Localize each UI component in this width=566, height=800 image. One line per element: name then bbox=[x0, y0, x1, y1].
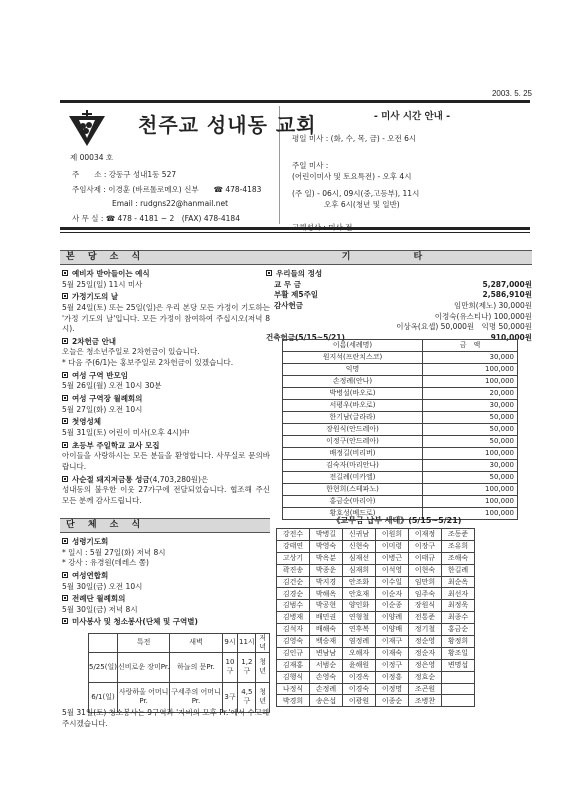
member-name: 변명섭 bbox=[442, 659, 475, 671]
mass-line: 평일 미사 : (화, 수, 목, 금) - 오전 6시 bbox=[292, 133, 417, 143]
member-name: 정은영 bbox=[409, 659, 442, 671]
member-list-row bbox=[277, 683, 475, 695]
church-logo-icon bbox=[65, 108, 109, 150]
email: Email : rudgns22@hanmail.net bbox=[112, 199, 229, 209]
member-name: 최종수 bbox=[442, 612, 475, 624]
mass-line: 주일 미사 : bbox=[292, 160, 329, 170]
donation-row: 원지석(프란치스코) 30,000 bbox=[283, 352, 518, 364]
member-list-row bbox=[277, 612, 475, 624]
member-name: 이경숙 bbox=[343, 683, 376, 695]
member-name: 이장구 bbox=[409, 540, 442, 552]
member-name: 이석영 bbox=[376, 564, 409, 576]
member-name: 윤해원 bbox=[343, 659, 376, 671]
member-name: 배해숙 bbox=[310, 624, 343, 636]
member-name: 조동준 bbox=[442, 529, 475, 541]
donation-row: 전길례(미카엘) 50,000 bbox=[283, 472, 518, 484]
member-name: 정순영 bbox=[409, 636, 442, 648]
office-label: 사 무 실 : bbox=[72, 213, 104, 223]
donation-row: 한현희(스테파노) 100,000 bbox=[283, 484, 518, 496]
member-name: 연형철 bbox=[343, 612, 376, 624]
member-name: 박종운 bbox=[310, 564, 343, 576]
member-name: 오해자 bbox=[343, 647, 376, 659]
mass-title: - 미사 시간 안내 - bbox=[373, 111, 451, 122]
member-name: 송은섭 bbox=[310, 695, 343, 707]
member-name: 곽진송 bbox=[277, 564, 310, 576]
volunteer-footer: 5월 31일(토) 청소봉사는 9구역과 '자비의 모후 Pr.'에서 수고해 주시겠습니다. bbox=[62, 708, 270, 728]
member-list-row bbox=[277, 588, 475, 600]
member-name: 김재홍 bbox=[277, 659, 310, 671]
mass-line: (어린이미사 및 토요특전) - 오후 4시 bbox=[292, 171, 412, 181]
group-item-title: 여성연합회 bbox=[62, 571, 270, 582]
office-phone: ☎ 478 - 4181 ~ 2 (FAX) 478-4184 bbox=[105, 213, 240, 223]
section-others: 기 타 bbox=[262, 250, 532, 265]
member-name: 양인화 bbox=[343, 600, 376, 612]
priest-phone: ☎ 478-4183 bbox=[213, 184, 262, 194]
member-name: 이태규 bbox=[409, 552, 442, 564]
member-name: 연후복 bbox=[343, 624, 376, 636]
news-item-text: 5월 25일(일) 11시 미사 bbox=[62, 279, 143, 289]
member-name: 서범순 bbox=[310, 659, 343, 671]
member-list-row bbox=[277, 695, 475, 707]
member-name: 강태연 bbox=[277, 540, 310, 552]
mass-line: 고해성사 : 미사 전 bbox=[292, 223, 353, 233]
member-name: 안조화 bbox=[343, 576, 376, 588]
member-name: 이재정 bbox=[409, 529, 442, 541]
member-name: 김건순 bbox=[277, 576, 310, 588]
member-name: 박공현 bbox=[310, 600, 343, 612]
mass-line: (주 일) - 06시, 09시(중,고등부), 11시 bbox=[292, 189, 420, 199]
member-name: 박해옥 bbox=[310, 588, 343, 600]
offering-row: 건축헌금(5/15~5/21) 910,000원 bbox=[266, 332, 532, 342]
member-name: 장원식 bbox=[409, 600, 442, 612]
member-name: 김병재 bbox=[277, 612, 310, 624]
news-item-title: 여성 구역 반모임 bbox=[62, 371, 270, 382]
member-name: 심재선 bbox=[343, 552, 376, 564]
offering-row: 이상옥(요셉) 50,000원 익명 50,000원 bbox=[396, 322, 532, 332]
volunteer-header-row: 특전 새벽 9시 11시 저녁 bbox=[89, 634, 270, 653]
member-list-row bbox=[277, 564, 475, 576]
member-name: 이양례 bbox=[376, 612, 409, 624]
donation-table bbox=[282, 339, 518, 520]
member-name: 이재구 bbox=[376, 636, 409, 648]
news-item-text: 오늘은 청소년주일로 2차헌금이 있습니다. * 다음 주(6/1)는 홍보주일로 2차헌금이 있겠습니다. bbox=[62, 347, 234, 368]
group-item-title: 성령기도회 bbox=[62, 537, 270, 548]
member-list-row bbox=[277, 552, 475, 564]
member-name: 최선자 bbox=[442, 588, 475, 600]
mass-line: 오후 6시(청년 및 일반) bbox=[324, 200, 400, 210]
donation-header-row: 이름(세례명) 금 액 bbox=[283, 340, 518, 352]
member-name bbox=[442, 671, 475, 683]
member-name: 임만희 bbox=[409, 576, 442, 588]
member-list-row bbox=[277, 671, 475, 683]
member-list-table bbox=[276, 528, 475, 707]
donation-row: 익명 100,000 bbox=[283, 364, 518, 376]
news-item-title: 예비자 받아들이는 예식 bbox=[62, 269, 270, 280]
issue-number: 제 00034 호 bbox=[70, 153, 114, 162]
member-name: 이미령 bbox=[376, 540, 409, 552]
news-item-title: 첫영성체 bbox=[62, 417, 270, 428]
address: 주 소 : 강동구 성내1동 527 bbox=[72, 170, 177, 179]
member-name: 이병근 bbox=[376, 552, 409, 564]
member-name: 신현숙 bbox=[343, 540, 376, 552]
member-name: 손영숙 bbox=[310, 671, 343, 683]
member-name: 전통준 bbox=[409, 612, 442, 624]
member-name: 김범수 bbox=[277, 600, 310, 612]
member-name: 최정욱 bbox=[442, 600, 475, 612]
member-name: 염정례 bbox=[343, 636, 376, 648]
member-name: 이순자 bbox=[376, 588, 409, 600]
volunteer-row: 6/1(일) 사랑하올 어머니Pr. 구세주의 어머니Pr. 3구 4,5구 청년 bbox=[89, 682, 270, 712]
news-item-title: 초등부 주일학교 교사 모집 bbox=[62, 441, 270, 452]
donation-row: 손정례(안나) 100,000 bbox=[283, 376, 518, 388]
member-name: 정기철 bbox=[409, 624, 442, 636]
member-name: 이원희 bbox=[376, 529, 409, 541]
member-name: 이광원 bbox=[343, 695, 376, 707]
member-name: 김석자 bbox=[277, 624, 310, 636]
group-item-text: 5월 30일(금) 저녁 8시 bbox=[62, 604, 138, 614]
offerings-title: 우리들의 정성 bbox=[266, 269, 532, 280]
priest: 주임사제 : 이경훈 (바르톨로메오) 신부 bbox=[72, 184, 199, 194]
group-item-text: * 일시 : 5월 27일(화) 저녁 8시 * 강사 : 유경원(데레스 쫌) bbox=[62, 547, 166, 568]
offering-row: 감사헌금 임만희(제노) 30,000원 bbox=[274, 300, 532, 310]
member-name: 이경옥 bbox=[343, 671, 376, 683]
member-name: 심재희 bbox=[343, 564, 376, 576]
member-name: 박지경 bbox=[310, 576, 343, 588]
mass-schedule bbox=[292, 110, 532, 234]
member-name: 손정례 bbox=[310, 683, 343, 695]
news-item-text: 5월 27일(화) 오전 10시 bbox=[62, 404, 143, 414]
member-name: 임주숙 bbox=[409, 588, 442, 600]
member-name: 정효순 bbox=[409, 671, 442, 683]
member-name: 이순종 bbox=[376, 600, 409, 612]
news-item-text: 아이들을 사랑하시는 모든 분들을 환영합니다. 사무실로 문의바랍니다. bbox=[62, 451, 270, 471]
donation-row: 이정구(안드레아) 50,000 bbox=[283, 436, 518, 448]
member-name: 황정희 bbox=[442, 636, 475, 648]
donation-row: 박병설(바오로) 20,000 bbox=[283, 388, 518, 400]
member-name bbox=[442, 695, 475, 707]
group-item-text: 5월 30일(금) 오전 10시 bbox=[62, 581, 143, 591]
member-name: 정순자 bbox=[409, 647, 442, 659]
member-name: 최순옥 bbox=[442, 576, 475, 588]
donation-row: 배정길(비리버) 100,000 bbox=[283, 448, 518, 460]
news-item-title: 2차헌금 안내 bbox=[62, 337, 270, 348]
member-name: 김행식 bbox=[277, 671, 310, 683]
donation-row: 장원식(안드레아) 50,000 bbox=[283, 424, 518, 436]
contact-info bbox=[72, 168, 261, 227]
donation-row: 한기남(글라라) 50,000 bbox=[283, 412, 518, 424]
member-name: 조곤원 bbox=[409, 683, 442, 695]
parish-news bbox=[62, 267, 270, 506]
member-name: 고상기 bbox=[277, 552, 310, 564]
member-name: 강전수 bbox=[277, 529, 310, 541]
member-name: 나정식 bbox=[277, 683, 310, 695]
member-name: 배민권 bbox=[310, 612, 343, 624]
member-name: 이정구 bbox=[376, 659, 409, 671]
member-name: 박병길 bbox=[310, 529, 343, 541]
member-name: 김인규 bbox=[277, 647, 310, 659]
member-name: 변남남 bbox=[310, 647, 343, 659]
member-name: 홍금순 bbox=[442, 624, 475, 636]
member-list-row bbox=[277, 540, 475, 552]
member-name: 이양배 bbox=[376, 624, 409, 636]
news-item-text: 성내동의 불우한 이웃 27가구에 전달되었습니다. 협조해 주신 모든 분께 감사드립니다. bbox=[62, 485, 270, 505]
member-name: 조병찬 bbox=[409, 695, 442, 707]
news-item-title: 여성 구역장 월례회의 bbox=[62, 394, 270, 405]
volunteer-table bbox=[88, 633, 270, 713]
bulletin-date: 2003. 5. 25 bbox=[491, 89, 532, 98]
member-name: 이정명 bbox=[376, 683, 409, 695]
member-name: 박옥분 bbox=[310, 552, 343, 564]
member-name: 한길례 bbox=[442, 564, 475, 576]
member-name bbox=[442, 683, 475, 695]
donation-row: 황호성(베드로) 100,000 bbox=[283, 508, 518, 520]
member-name: 이종순 bbox=[376, 695, 409, 707]
volunteer-row: 5/25(일) 신비로운 장미Pr. 하늘의 문Pr. 10구 1,2구 청년 bbox=[89, 652, 270, 682]
section-group-news: 단 체 소 식 bbox=[60, 518, 270, 533]
member-name: 조유희 bbox=[442, 540, 475, 552]
offering-row: 부활 제5주일 2,586,910원 bbox=[274, 290, 532, 300]
offering-row: 교 무 금 5,287,000원 bbox=[274, 279, 532, 289]
member-name: 이정흥 bbox=[376, 671, 409, 683]
member-name: 이현숙 bbox=[409, 564, 442, 576]
member-list-row bbox=[277, 529, 475, 541]
donation-row: 김숙자(마리안나) 30,000 bbox=[283, 460, 518, 472]
member-list-row bbox=[277, 636, 475, 648]
news-item-text: 5월 26일(월) 오전 10시 30분 bbox=[62, 381, 162, 391]
member-name: 황조일 bbox=[442, 647, 475, 659]
member-name: 김경순 bbox=[277, 588, 310, 600]
member-name: 박경희 bbox=[277, 695, 310, 707]
member-name: 신귀남 bbox=[343, 529, 376, 541]
group-news bbox=[62, 535, 270, 628]
member-name: 백승재 bbox=[310, 636, 343, 648]
church-name: 천주교 성내동 교회 bbox=[138, 113, 317, 137]
member-name: 김영숙 bbox=[277, 636, 310, 648]
offerings bbox=[266, 267, 532, 343]
section-parish-news: 본 당 소 식 bbox=[60, 250, 270, 265]
news-item-text: 5월 24일(토) 또는 25일(일)은 우리 본당 모든 가정이 기도하는 '가정 기도의 날'입니다. 모든 가정이 참여하여 주십시오(저녁 8시). bbox=[62, 302, 270, 334]
member-name: 이재숙 bbox=[376, 647, 409, 659]
list-title: 《교무금 납부 세대》(5/15~5/21) bbox=[332, 516, 462, 525]
member-name: 이수일 bbox=[376, 576, 409, 588]
member-list-row bbox=[277, 576, 475, 588]
member-name: 박영숙 bbox=[310, 540, 343, 552]
member-list-row bbox=[277, 624, 475, 636]
news-item-title: 가정기도의 날 bbox=[62, 292, 270, 303]
news-item-text: 5월 31일(토) 어린이 미사(오후 4시)中 bbox=[62, 427, 190, 437]
donation-row: 홍금순(마리아) 100,000 bbox=[283, 496, 518, 508]
news-item-title: 사순절 돼지저금통 성금(4,703,280원)은 bbox=[62, 475, 270, 486]
member-list-row bbox=[277, 659, 475, 671]
group-item-title: 미사봉사 및 청소봉사(단체 및 구역별) bbox=[62, 617, 270, 628]
member-name: 조해숙 bbox=[442, 552, 475, 564]
offering-row: 이정숙(유스티나) 100,000원 bbox=[434, 311, 532, 321]
member-name: 안호재 bbox=[343, 588, 376, 600]
member-list-row bbox=[277, 647, 475, 659]
donation-row: 서평우(바오로) 30,000 bbox=[283, 400, 518, 412]
group-item-title: 전례단 월례회의 bbox=[62, 594, 270, 605]
member-list-row bbox=[277, 600, 475, 612]
